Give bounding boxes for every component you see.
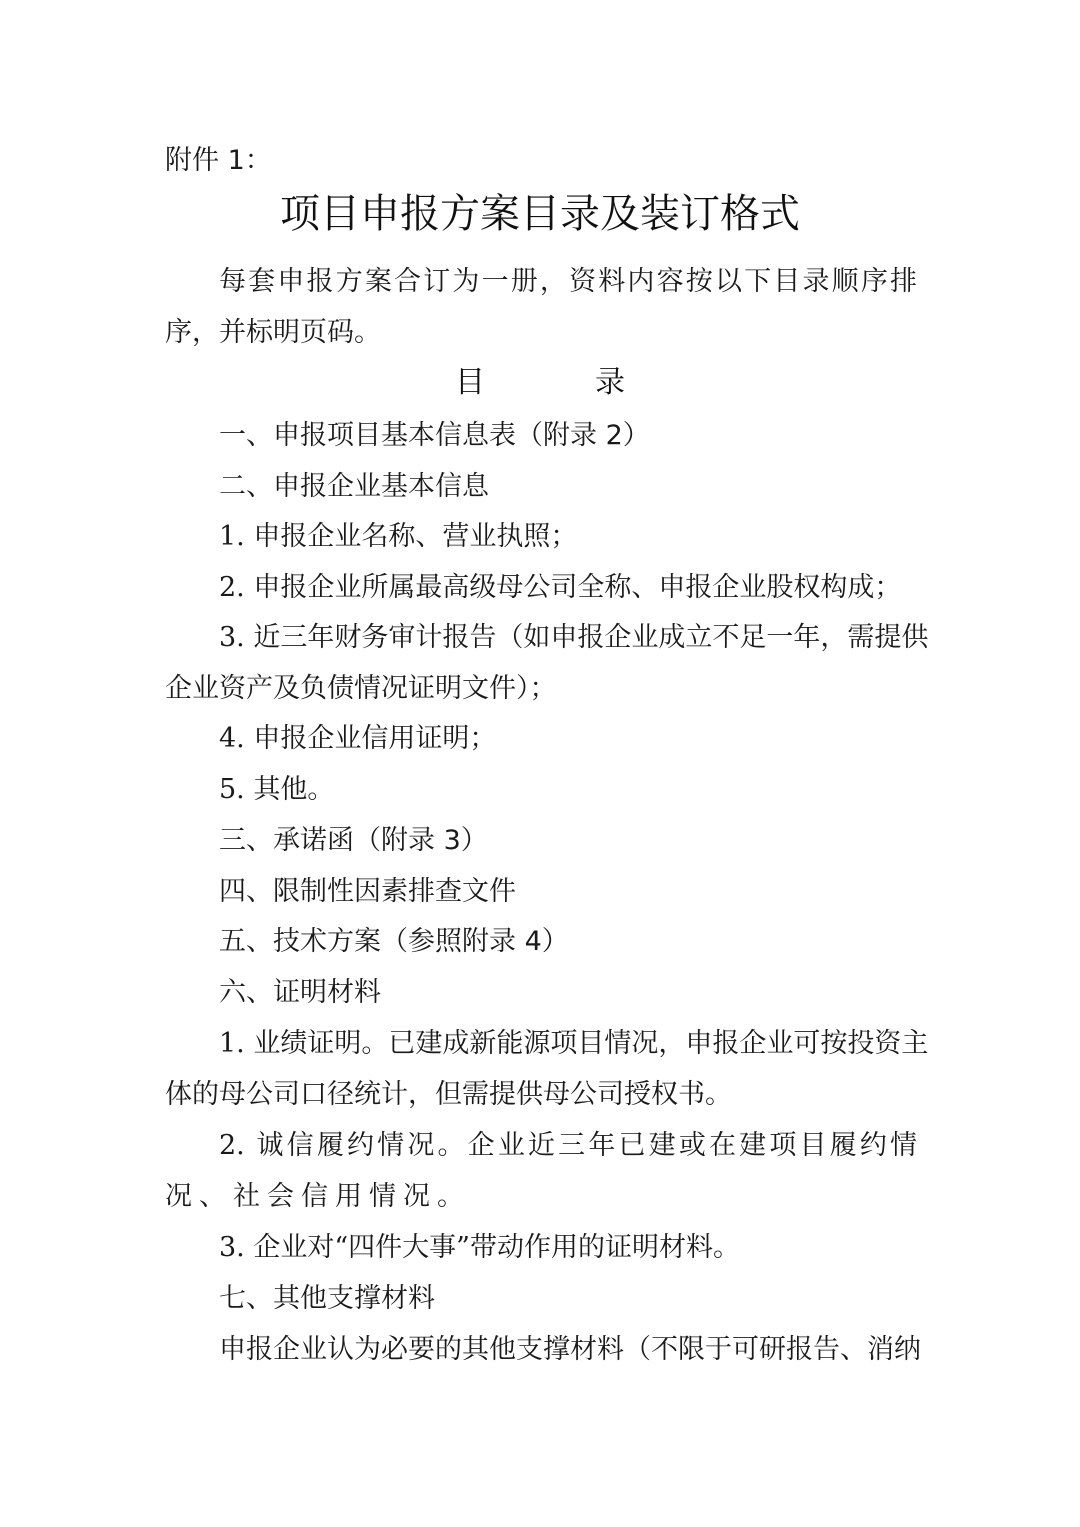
section-2-item-1: 1. 申报企业名称、营业执照； [219,521,578,552]
section-6-item-2-line-1: 2. 诚信履约情况。企业近三年已建或在建项目履约情 [219,1130,917,1161]
section-6-item-1-line-2: 体的母公司口径统计，但需提供母公司授权书。 [165,1079,732,1110]
section-6-item-3: 3. 企业对“四件大事”带动作用的证明材料。 [219,1232,740,1263]
section-2-item-2: 2. 申报企业所属最高级母公司全称、申报企业股权构成； [219,572,902,603]
section-2-item-4: 4. 申报企业信用证明； [219,723,497,754]
attachment-label: 附件 1： [165,145,272,176]
section-2-item-3-line-2: 企业资产及负债情况证明文件）； [165,673,557,704]
section-2-item-3-line-1: 3. 近三年财务审计报告（如申报企业成立不足一年，需提供 [219,622,929,653]
section-1-heading: 一、申报项目基本信息表（附录 2） [219,420,650,451]
document-title: 项目申报方案目录及装订格式 [280,191,800,237]
intro-line-1: 每套申报方案合订为一册，资料内容按以下目录顺序排 [219,266,917,297]
section-2-item-5: 5. 其他。 [219,774,335,805]
section-3-heading: 三、承诺函（附录 3） [219,825,488,856]
intro-line-2: 序，并标明页码。 [165,317,381,348]
section-5-heading: 五、技术方案（参照附录 4） [219,926,569,957]
section-4-heading: 四、限制性因素排查文件 [219,876,516,907]
section-2-heading: 二、申报企业基本信息 [219,471,489,502]
section-7-heading: 七、其他支撑材料 [219,1283,435,1314]
section-6-item-2-line-2: 况、社会信用情况。 [165,1181,471,1212]
section-7-line-1: 申报企业认为必要的其他支撑材料（不限于可研报告、消纳 [219,1334,921,1365]
toc-title: 目 录 [455,365,665,400]
section-6-item-1-line-1: 1. 业绩证明。已建成新能源项目情况，申报企业可按投资主 [219,1028,929,1059]
section-6-heading: 六、证明材料 [219,977,381,1008]
